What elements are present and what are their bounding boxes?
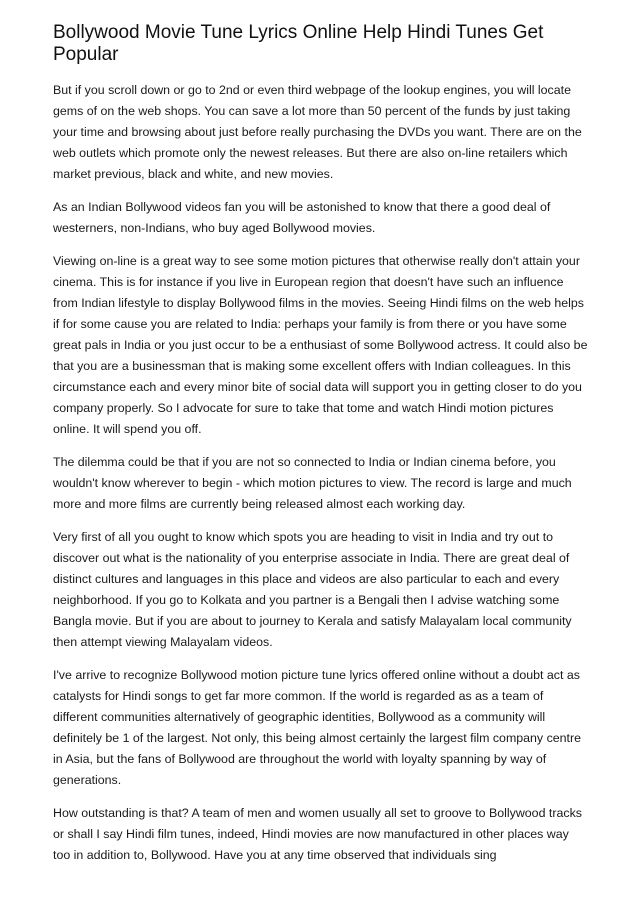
document-title: Bollywood Movie Tune Lyrics Online Help Hindi Tunes Get Popular (53, 22, 544, 65)
paragraph-5: Very first of all you ought to know which spots you are heading to visit in India and try out to discover out what is the nationality of you enterprise associate in India. There are great deal of distinct cultures and languages in this place and videos are also particular to each and every neighborhood. If you go to Kolkata and you partner is a Bengali then I advise watching some Bangla movie. But if you are about to journey to Kerala and satisfy Malayalam local community then attempt viewing Malayalam videos. (53, 530, 572, 649)
paragraph-3: Viewing on-line is a great way to see some motion pictures that otherwise really don't attain your cinema. This is for instance if you live in European region that doesn't have such an influence from Indian lifestyle to display Bollywood films in the movies. Seeing Hindi films on the web helps if for some cause you are related to India: perhaps your family is from there or you have some great pals in India or you just occur to be a enthusiast of some Bollywood actress. It could also be that you are a businessman that is making some excellent offers with Indian colleagues. In this circumstance each and every minor bite of social data will support you in getting closer to do you company properly. So I advocate for sure to take that tome and watch Hindi motion pictures online. It will spend you off. (53, 254, 588, 436)
paragraph-1: But if you scroll down or go to 2nd or even third webpage of the lookup engines, you will locate gems of on the web shops. You can save a lot more than 50 percent of the funds by just taking your time and browsing about just before really purchasing the DVDs you want. There are on the web outlets which promote only the newest releases. But there are also on-line retailers which market previous, black and white, and new movies. (53, 83, 582, 181)
document-page (53, 22, 588, 878)
paragraph-7: How outstanding is that? A team of men and women usually all set to groove to Bollywood tracks or shall I say Hindi film tunes, indeed, Hindi movies are now manufactured in other places way too in addition to, Bollywood. Have you at any time observed that individuals sing (53, 806, 582, 862)
paragraph-4: The dilemma could be that if you are not so connected to India or Indian cinema before, you wouldn't know wherever to begin - which motion pictures to view. The record is large and much more and more films are currently being released almost each working day. (53, 455, 572, 511)
paragraph-2: As an Indian Bollywood videos fan you will be astonished to know that there a good deal of westerners, non-Indians, who buy aged Bollywood movies. (53, 200, 551, 235)
paragraph-6: I've arrive to recognize Bollywood motion picture tune lyrics offered online without a doubt act as catalysts for Hindi songs to get far more common. If the world is regarded as as a team of different communities alternatively of geographic identities, Bollywood as a community will definitely be 1 of the largest. Not only, this being almost certainly the largest film company centre in Asia, but the fans of Bollywood are throughout the world with loyalty spanning by way of generations. (53, 668, 582, 787)
